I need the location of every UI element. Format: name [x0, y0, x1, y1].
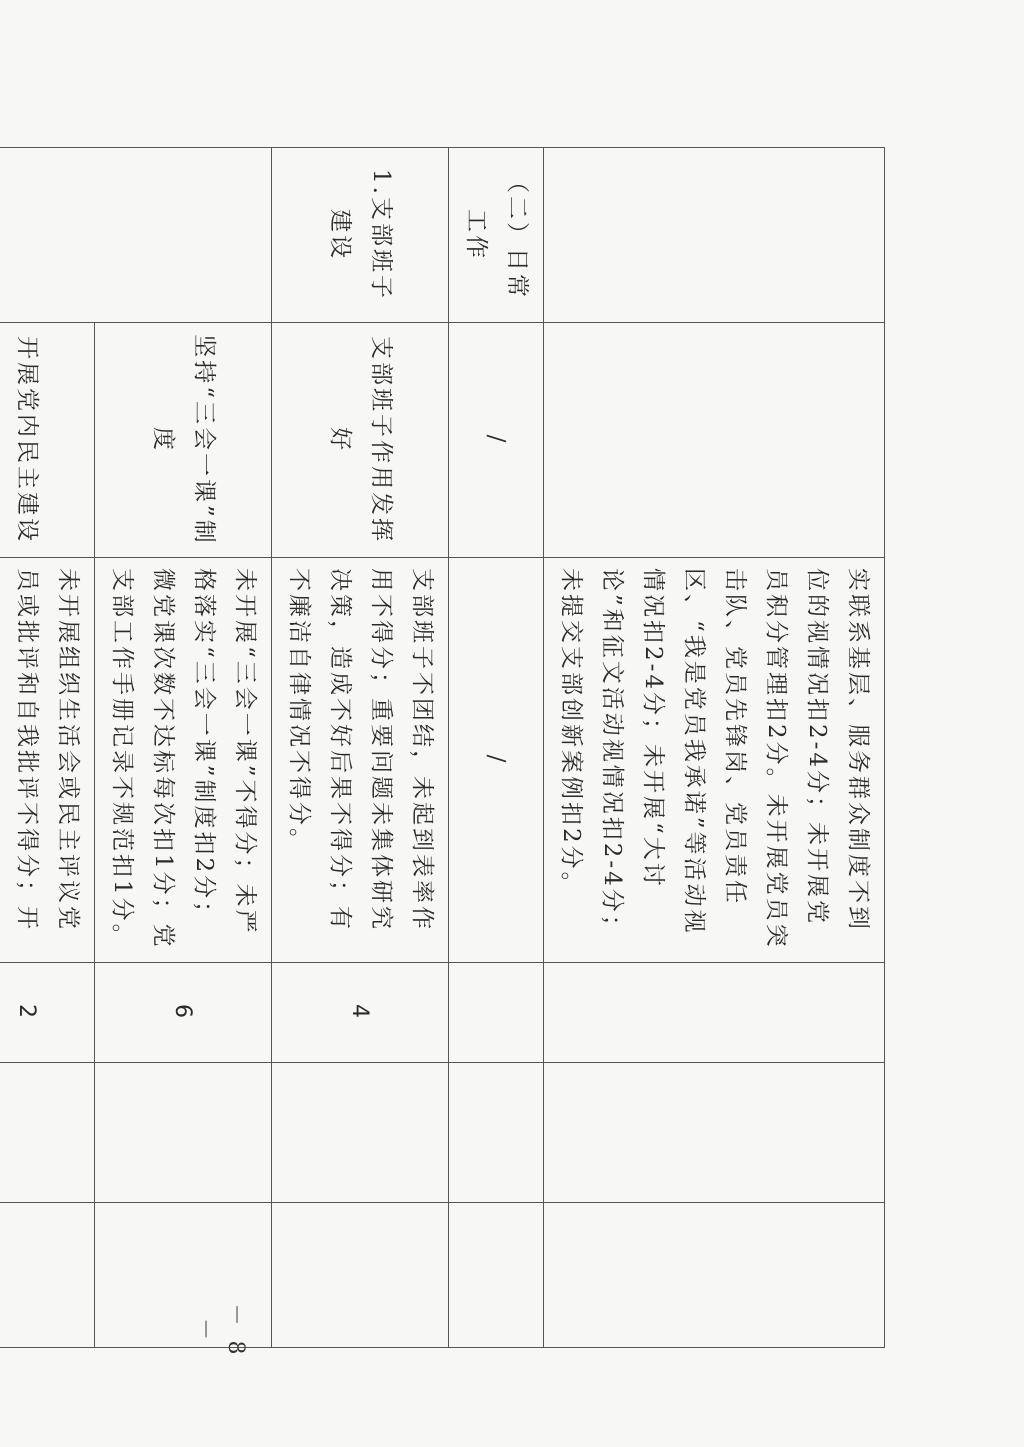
item-cell: /	[449, 323, 544, 558]
score-cell: 6	[95, 963, 272, 1063]
table-row	[544, 148, 885, 1348]
blank-cell	[449, 1063, 544, 1203]
standard-cell: 未开展“三会一课”不得分；未严格落实“三会一课”制度扣2分；微党课次数不达标每次扣1分；党支部工作手册记录不规范扣1分。	[95, 558, 272, 963]
page-number: － 8 －	[192, 1303, 248, 1359]
score-cell	[544, 963, 885, 1063]
category-cell	[544, 148, 885, 323]
table-row	[0, 148, 95, 1348]
score-cell: 4	[272, 963, 449, 1063]
item-cell: 开展党内民主建设	[0, 323, 95, 558]
standard-cell: 实联系基层、服务群众制度不到位的视情况扣2-4分；未开展党员积分管理扣2分。未开展党员突击队、党员先锋岗、党员责任区、“我是党员我承诺”等活动视情况扣2-4分；未开展“大讨论”和征文活动视情况扣2-4分；未提交支部创新案例扣2分。	[544, 558, 885, 963]
rotated-content	[14, 147, 885, 1347]
table-row	[449, 148, 544, 1348]
item-cell: 坚持“三会一课”制度	[95, 323, 272, 558]
blank-cell	[272, 1063, 449, 1203]
blank-cell	[0, 1203, 95, 1348]
standard-cell: 未开展组织生活会或民主评议党员或批评和自我批评不得分；开	[0, 558, 95, 963]
blank-cell	[544, 1203, 885, 1348]
blank-cell	[449, 1203, 544, 1348]
blank-cell	[0, 1063, 95, 1203]
table-row	[272, 148, 449, 1348]
blank-cell	[95, 1063, 272, 1203]
category-cell	[0, 148, 272, 323]
score-cell: 2	[0, 963, 95, 1063]
score-cell	[449, 963, 544, 1063]
table-row	[95, 148, 272, 1348]
blank-cell	[544, 1063, 885, 1203]
standard-cell: 支部班子不团结，未起到表率作用不得分；重要问题未集体研究决策，造成不好后果不得分；有不廉洁自律情况不得分。	[272, 558, 449, 963]
category-cell: 1.支部班子建设	[272, 148, 449, 323]
standard-cell: /	[449, 558, 544, 963]
category-cell: （二）日常工作	[449, 148, 544, 323]
item-cell: 支部班子作用发挥好	[272, 323, 449, 558]
assessment-table	[0, 147, 885, 1348]
item-cell	[544, 323, 885, 558]
blank-cell	[272, 1203, 449, 1348]
